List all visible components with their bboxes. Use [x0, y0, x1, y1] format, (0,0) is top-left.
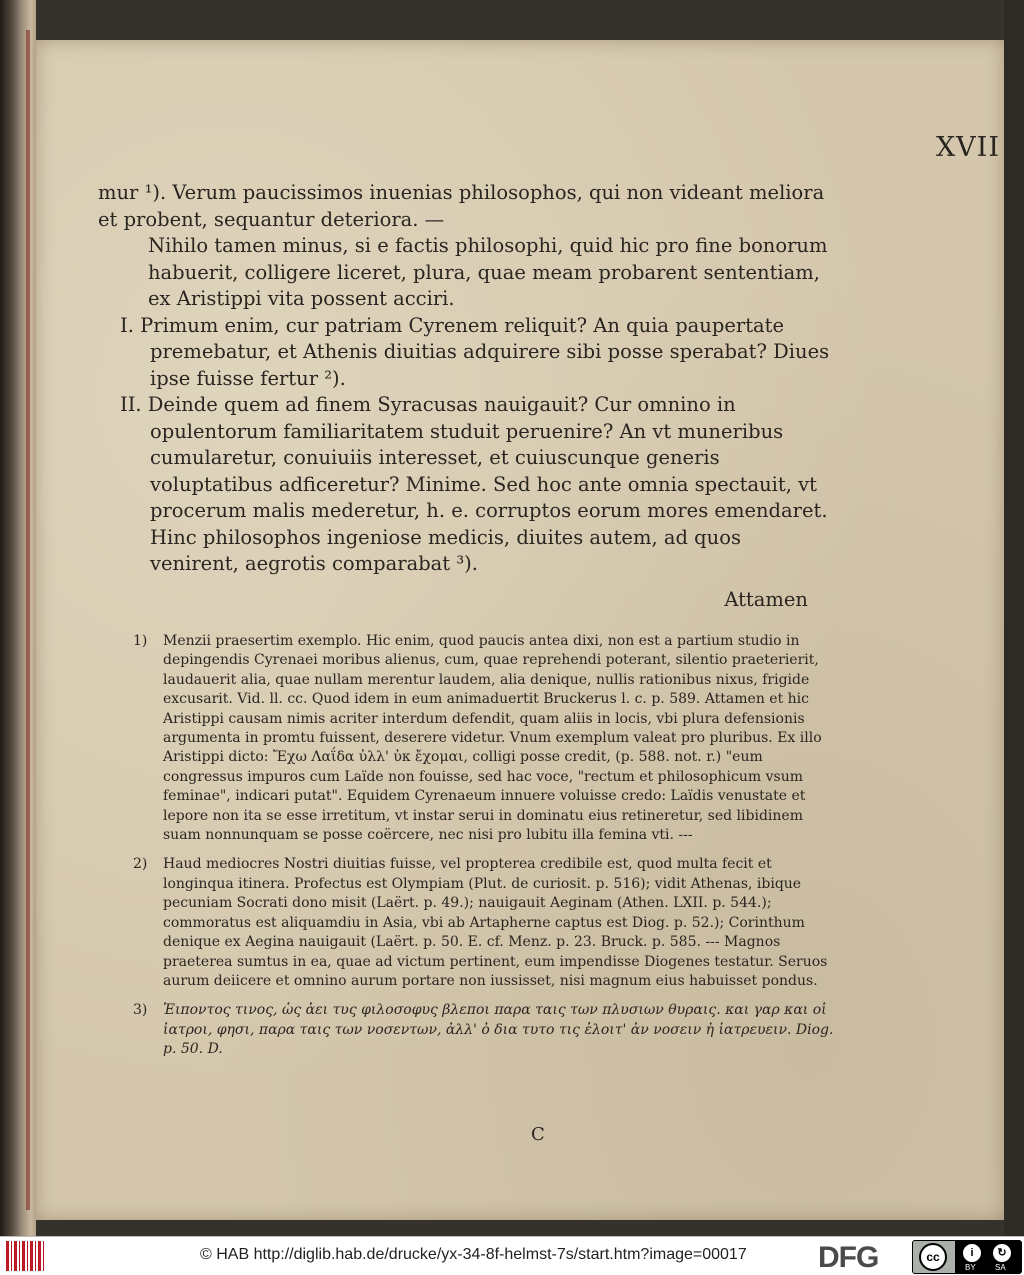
- footnote-text: Haud mediocres Nostri diuitias fuisse, vel propterea credibile est, quod multa fecit et longinqua itinera. Profectus est Olympiam (Plut. de curiosit. p. 516); vidit Athenas, ibique pecuniam Socrati dono misit (Laërt. p. 49.); nauigauit Aeginam (Athen. LXII. p. 544.); commoratus est aliquamdiu in Asia, vbi ab Artapherne captus est Diog. p. 52.); Corinthum denique ex Aegina nauigauit (Laërt. p. 50. E. cf. Menz. p. 23. Bruck. p. 585. --- Magnos praeterea sumtus in ea, quae ad victum pertinent, eum impendisse Diogenes testatur. Seruos aurum deiicere et omnino aurum portare non iussisset, nisi magnum eius habuisset pondus.: [163, 856, 828, 989]
- license-badge[interactable]: [912, 1240, 1022, 1274]
- book-spine: [0, 0, 36, 1236]
- paragraph-nihilo: Nihilo tamen minus, si e factis philosophi, quid hic pro fine bonorum habuerit, colligere liceret, plura, quae meam probarent sententiam, ex Aristippi vita possent acciri.: [148, 234, 828, 310]
- sa-label: SA: [995, 1263, 1006, 1272]
- by-icon: i: [961, 1242, 983, 1264]
- footnotes: [133, 632, 841, 1070]
- main-text: [98, 180, 834, 578]
- by-label: BY: [965, 1263, 976, 1272]
- barcode-icon: [6, 1241, 46, 1271]
- footnote-label: 3): [133, 1002, 148, 1019]
- scan-top-border: [36, 0, 1004, 40]
- book-page: [36, 40, 1004, 1220]
- paragraph-primum: I. Primum enim, cur patriam Cyrenem reliquit? An quia paupertate premebatur, et Athenis diuitias adquirere sibi posse sperabat? Diues ipse fuisse fertur ²).: [120, 313, 830, 390]
- footnote-1: [133, 632, 841, 845]
- footnote-2: [133, 855, 841, 991]
- scan-bottom-border: [36, 1220, 1004, 1236]
- footnote-label: 2): [133, 856, 148, 873]
- license-bar: [955, 1241, 1021, 1273]
- source-link[interactable]: © HAB http://diglib.hab.de/drucke/yx-34-8f-helmst-7s/start.htm?image=00017: [200, 1246, 747, 1263]
- signature-mark: C: [531, 1124, 545, 1145]
- viewer-footer: [0, 1236, 1024, 1275]
- scan-right-border: [1004, 0, 1024, 1236]
- paragraph-deinde: II. Deinde quem ad finem Syracusas nauigauit? Cur omnino in opulentorum familiaritatem studuit peruenire? An vt muneribus cumularetur, conuiuiis interesset, et cuiuscunque generis voluptatibus adficeretur? Minime. Sed hoc ante omnia spectauit, vt procerum malis mederetur, h. e. corruptos eorum mores emendaret. Hinc philosophos ingeniose medicis, diuites autem, ad quos venirent, aegrotis comparabat ³).: [120, 393, 828, 575]
- footnote-3: [133, 1001, 841, 1059]
- footnote-text: Ἐιποντος τινος, ὡς ἀει τυς φιλοσοφυς βλεποι παρα ταις των πλυσιων θυραις. και γαρ και οἱ ἰατροι, φησι, παρα ταις των νοσεντων, ἀλλ' ὀ δια τυτο τις ἐλοιτ' ἀν νοσειν ἠ ἰατρευειν. Diog. p. 50. D.: [163, 1002, 834, 1058]
- catchword: Attamen: [724, 588, 808, 611]
- dfg-logo: DFG: [818, 1241, 879, 1274]
- footnote-label: 1): [133, 633, 148, 649]
- footnote-text: Menzii praesertim exemplo. Hic enim, quod paucis antea dixi, non est a partium studio in depingendis Cyrenaei moribus alienus, cum, quae reprehendi poterant, silentio praeterierit, laudauerit alia, quae nullam merentur laudem, alia denique, nullis rationibus nixus, frigide excusarit. Vid. ll. cc. Quod idem in eum animaduertit Bruckerus l. c. p. 589. Attamen et hic Aristippi causam nimis acriter interdum defendit, quam aliis in locis, vbi plura defensionis argumenta in promtu fuissent, deserere videtur. Vnum exemplum valeat pro pluribus. Ex illo Aristippi dicto: Ἔχω Λαΐδα ὐλλ' ὐκ ἔχομαι, colligi posse credit, (p. 588. not. r.) "eum congressus impuros cum Laïde non fouisse, sed hac voce, "rectum et philosophicum vsum feminae", indicari putat". Equidem Cyrenaeum innuere voluisse credo: Laïdis venustate et lepore non ita se esse irretitum, vt instar serui in dominatu eius retineretur, sed libidinem suam nonnunquam se posse coërcere, nec nisi pro lubitu illa femina vti. ---: [163, 633, 822, 844]
- sa-icon: ↻: [991, 1242, 1013, 1264]
- cc-icon: cc: [919, 1243, 947, 1271]
- page-number: XVII: [935, 132, 1000, 163]
- paragraph-continuation: mur ¹). Verum paucissimos inuenias philosophos, qui non videant meliora et probent, sequantur deteriora. —: [98, 181, 825, 231]
